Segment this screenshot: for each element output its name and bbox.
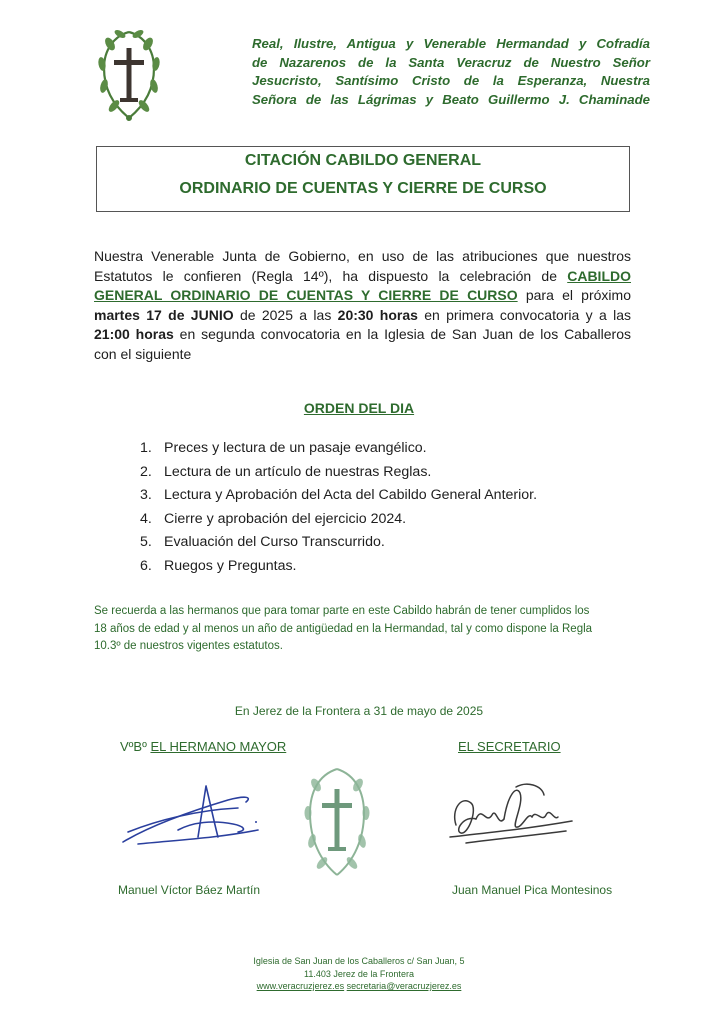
note-line: 10.3º de nuestros vigentes estatutos. — [94, 640, 283, 652]
paragraph-text: para el próximo — [517, 287, 631, 304]
agenda-item-text: Evaluación del Curso Transcurrido. — [164, 534, 385, 550]
agenda-item-number: 1. — [140, 440, 152, 456]
agenda-item-number: 2. — [140, 463, 152, 480]
agenda-item — [140, 534, 537, 558]
agenda-item — [140, 558, 537, 582]
secretario-signature-icon — [446, 775, 576, 855]
paragraph-text: de 2025 a las — [233, 306, 338, 323]
second-call-time: 21:00 horas — [94, 326, 174, 343]
secretario-name: Juan Manuel Pica Montesinos — [452, 883, 613, 897]
footer-address: Iglesia de San Juan de los Caballeros c/ San Juan, 5 — [253, 956, 465, 966]
agenda-item-number: 3. — [140, 487, 152, 503]
agenda-item-number: 5. — [140, 534, 152, 550]
agenda-item — [140, 464, 537, 488]
agenda-item — [140, 511, 537, 535]
footer-address: 11.403 Jerez de la Frontera — [304, 968, 414, 979]
agenda-list — [140, 440, 537, 581]
hermano-mayor-role: EL HERMANO MAYOR — [150, 739, 287, 754]
brotherhood-crest-icon — [96, 26, 162, 124]
agenda-item-number: 4. — [140, 510, 152, 527]
note-line: Se recuerda a las hermanos que para tomar parte en este Cabildo habrán de tener cumplidos los — [94, 605, 590, 617]
brotherhood-name — [252, 35, 650, 109]
secretario-role: EL SECRETARIO — [458, 739, 561, 754]
footer — [0, 955, 718, 993]
footer-contacts — [0, 980, 718, 993]
eligibility-note — [94, 603, 634, 656]
convocation-paragraph — [94, 247, 631, 365]
hermano-mayor-signature-icon — [118, 782, 268, 852]
cabildo-name-highlight: CABILDO GENERAL ORDINARIO DE CUENTAS Y CIERRE DE CURSO — [94, 267, 631, 304]
place-date: En Jerez de la Frontera a 31 de mayo de 2025 — [234, 704, 484, 718]
brotherhood-seal-icon — [302, 757, 372, 889]
header-line: de Nazarenos de la Santa Veracruz de Nuestro Señor — [252, 54, 650, 70]
email-link[interactable]: secretaria@veracruzjerez.es — [346, 981, 462, 991]
secretario-label — [458, 739, 561, 754]
agenda-item — [140, 487, 537, 511]
hermano-mayor-name: Manuel Víctor Báez Martín — [118, 883, 261, 897]
header-line: Señora de las Lágrimas y Beato Guillermo J. Chaminade — [252, 91, 650, 107]
header-line: Real, Ilustre, Antigua y Venerable Hermandad y Cofradía — [252, 36, 650, 51]
agenda-item-text: Cierre y aprobación del ejercicio 2024. — [164, 510, 407, 527]
paragraph-text: Nuestra Venerable Junta de Gobierno, en uso de las atribuciones que nuestros Estatutos le confieren (Regla 14º), ha dispuesto la celebración de — [94, 248, 631, 284]
title-line-1: CITACIÓN CABILDO GENERAL — [244, 152, 482, 169]
agenda-item-number: 6. — [140, 557, 152, 574]
agenda-item-text: Lectura de un artículo de nuestras Reglas. — [164, 463, 432, 480]
header-line: Jesucristo, Santísimo Cristo de la Esperanza, Nuestra — [252, 73, 650, 88]
hermano-mayor-label — [120, 739, 286, 754]
agenda-heading: ORDEN DEL DIA — [303, 400, 415, 416]
website-link[interactable]: www.veracruzjerez.es — [256, 981, 345, 991]
title-line-2: ORDINARIO DE CUENTAS Y CIERRE DE CURSO — [179, 180, 547, 197]
agenda-item — [140, 440, 537, 464]
title-box — [96, 146, 630, 212]
note-line: 18 años de edad y al menos un año de antigüedad en la Hermandad, tal y como dispone la Regla — [94, 622, 593, 635]
meeting-date: martes 17 de JUNIO — [94, 306, 234, 323]
vobo-prefix: VºBº — [120, 739, 151, 754]
paragraph-text: en primera convocatoria y a las — [417, 306, 631, 323]
agenda-item-text: Preces y lectura de un pasaje evangélico. — [164, 440, 427, 456]
agenda-item-text: Ruegos y Preguntas. — [164, 557, 297, 574]
first-call-time: 20:30 horas — [337, 306, 418, 323]
paragraph-text: en segunda convocatoria en la Iglesia de San Juan de los Caballeros con el siguiente — [94, 326, 631, 362]
agenda-item-text: Lectura y Aprobación del Acta del Cabildo General Anterior. — [164, 487, 538, 503]
